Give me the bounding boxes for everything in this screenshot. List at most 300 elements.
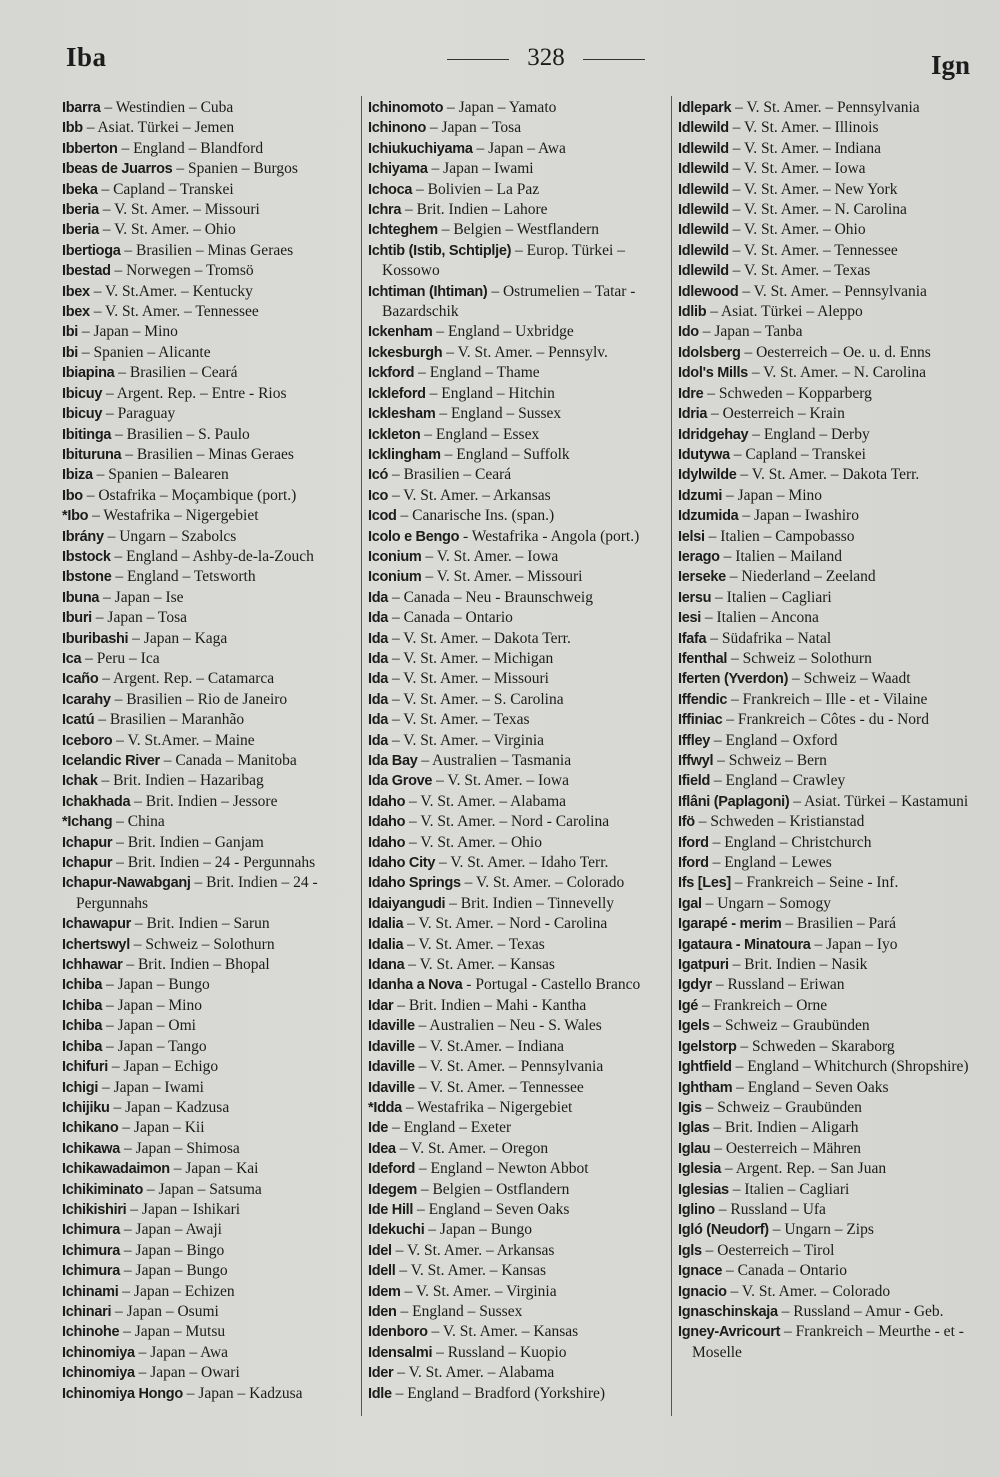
- entry-headword: Ifö: [678, 814, 695, 831]
- entry-location: – Westafrika – Nigergebiet: [88, 507, 259, 525]
- gazetteer-entry: [678, 812, 978, 832]
- gazetteer-entry: [62, 955, 357, 975]
- gazetteer-entry: [678, 955, 978, 975]
- entry-headword: Ibiza: [62, 467, 93, 484]
- entry-headword: Iberia: [62, 202, 99, 219]
- gazetteer-entry: [678, 935, 978, 955]
- entry-headword: Ichikiminato: [62, 1181, 143, 1198]
- gazetteer-entry: [368, 1200, 670, 1220]
- entry-headword: Idenboro: [368, 1324, 428, 1341]
- entry-location: – Westafrika – Nigergebiet: [401, 1098, 573, 1116]
- gazetteer-entry: [678, 404, 978, 424]
- entry-headword: Iglesias: [678, 1181, 729, 1198]
- gazetteer-entry: [678, 1241, 978, 1261]
- gazetteer-entry: [678, 261, 978, 281]
- entry-location: – England – Newton Abbot: [415, 1160, 589, 1178]
- entry-headword: Ichikawadaimon: [62, 1161, 170, 1178]
- entry-headword: Icelandic River: [62, 753, 160, 769]
- gazetteer-entry: [678, 445, 978, 465]
- gazetteer-entry: [678, 465, 978, 485]
- gazetteer-entry: [62, 486, 357, 506]
- gazetteer-entry: [62, 527, 357, 547]
- entry-headword: Ibicuy: [62, 406, 103, 423]
- entry-headword: Ichertswyl: [62, 936, 130, 953]
- entry-headword: Ibestad: [62, 263, 111, 280]
- entry-headword: Idem: [368, 1283, 401, 1300]
- gazetteer-entry: [368, 935, 670, 955]
- entry-headword: Icklingham: [368, 446, 441, 463]
- entry-headword: Idanha a Nova: [368, 977, 463, 994]
- entry-headword: Ichakhada: [62, 793, 131, 810]
- entry-headword: Ibi: [62, 324, 79, 341]
- entry-headword: Ickesburgh: [368, 344, 443, 361]
- entry-location: – Westindien – Cuba: [100, 99, 234, 116]
- gazetteer-entry: [368, 996, 670, 1016]
- entry-headword: Idaville: [368, 1038, 415, 1055]
- gazetteer-entry: [62, 873, 357, 914]
- entry-location: – Italien – Campobasso: [704, 527, 855, 545]
- entry-location: – Ostafrika – Moçambique (port.): [82, 486, 297, 504]
- entry-headword: Ichimura: [62, 1222, 121, 1239]
- entry-location: – V. St. Amer. – Missouri: [388, 670, 549, 688]
- entry-location: – V. St. Amer. – Virginia: [388, 731, 545, 749]
- gazetteer-entry: [62, 690, 357, 710]
- entry-location: – Brasilien – Ceará: [114, 364, 238, 382]
- entry-location: – Canada – Manitoba: [159, 752, 297, 769]
- entry-headword: Idlewild: [678, 161, 729, 178]
- gazetteer-entry: [62, 404, 357, 424]
- gazetteer-entry: [62, 588, 357, 608]
- entry-location: – Brasilien – Rio de Janeiro: [110, 690, 288, 708]
- entry-location: – V. St. Amer. – Missouri: [421, 568, 583, 586]
- entry-location: – Brit. Indien – Tinnevelly: [445, 894, 615, 912]
- gazetteer-entry: [62, 159, 357, 179]
- entry-headword: Ida: [368, 630, 389, 647]
- gazetteer-entry: [62, 180, 357, 200]
- entry-location: – Japan – Awaji: [120, 1221, 222, 1239]
- entry-headword: Ifs [Les]: [678, 875, 731, 892]
- entry-headword: Ierago: [678, 548, 720, 565]
- entry-headword: Ichigi: [62, 1079, 99, 1096]
- gazetteer-entry: [678, 914, 978, 934]
- entry-headword: Iffley: [678, 732, 711, 749]
- entry-headword: Ichikano: [62, 1120, 119, 1137]
- gazetteer-entry: [368, 1322, 670, 1342]
- entry-headword: Ichiukuchiyama: [368, 140, 473, 157]
- entry-headword: Iglau: [678, 1140, 711, 1157]
- gazetteer-entry: [678, 322, 978, 342]
- entry-headword: Idel: [368, 1242, 392, 1259]
- entry-location: – Japan – Bungo: [102, 976, 210, 994]
- gazetteer-entry: [368, 812, 670, 832]
- entry-location: – V. St.Amer. – Indiana: [414, 1037, 565, 1055]
- gazetteer-entry: [368, 139, 670, 159]
- entry-location: – V. St. Amer. – Alabama: [393, 1364, 555, 1382]
- entry-location: – Japan – Kai: [169, 1160, 259, 1178]
- entry-location: – V. St. Amer. – Idaho Terr.: [435, 854, 609, 872]
- entry-location: – Japan – Kadzusa: [182, 1384, 303, 1402]
- gazetteer-entry: [368, 1241, 670, 1261]
- gazetteer-entry: [678, 1057, 978, 1077]
- gazetteer-entry: [368, 1282, 670, 1302]
- gazetteer-entry: [678, 180, 978, 200]
- entry-location: – Brit. Indien – Mahi - Kantha: [393, 996, 587, 1014]
- gazetteer-entry: [62, 1384, 357, 1404]
- entry-location: – V. St. Amer. – Kansas: [404, 956, 555, 974]
- gazetteer-entry: [678, 220, 978, 240]
- entry-location: – Italien – Cagliari: [728, 1180, 850, 1198]
- gazetteer-entry: [368, 588, 670, 608]
- entry-location: – Ungarn – Szabolcs: [103, 527, 237, 545]
- entry-headword: Idzumi: [678, 487, 723, 504]
- gazetteer-entry: [62, 833, 357, 853]
- gazetteer-entry: [62, 567, 357, 587]
- entry-location: – Frankreich – Orne: [698, 996, 828, 1014]
- entry-location: – Asiat. Türkei – Aleppo: [706, 303, 863, 321]
- entry-headword: Idensalmi: [368, 1344, 433, 1361]
- gazetteer-entry: [62, 261, 357, 281]
- entry-headword: Ibicuy: [62, 385, 103, 402]
- entry-headword: *Idda: [368, 1099, 402, 1116]
- entry-location: – Brit. Indien – Sarun: [131, 915, 270, 933]
- gazetteer-entry: [368, 1139, 670, 1159]
- entry-headword: Ibertioga: [62, 242, 121, 259]
- gazetteer-entry: [368, 690, 670, 710]
- entry-location: – England – Seven Oaks: [732, 1078, 889, 1096]
- gazetteer-entry: [678, 1180, 978, 1200]
- gazetteer-entry: [678, 282, 978, 302]
- gazetteer-entry: [62, 200, 357, 220]
- entry-location: – V. St. Amer. – Kansas: [427, 1323, 579, 1341]
- entry-headword: Ide Hill: [368, 1201, 414, 1218]
- entry-headword: Ichinohe: [62, 1324, 120, 1341]
- entry-headword: Ibeka: [62, 181, 98, 198]
- entry-headword: Ida: [368, 610, 389, 627]
- gazetteer-entry: [368, 975, 670, 995]
- entry-location: – Frankreich – Seine - Inf.: [730, 874, 899, 892]
- gazetteer-entry: [62, 322, 357, 342]
- entry-headword: Idekuchi: [368, 1222, 425, 1239]
- entry-location: – V. St. Amer. – Pennsylv.: [442, 343, 608, 361]
- entry-location: – Brit. Indien – Aligarh: [709, 1119, 859, 1137]
- entry-location: – Brit. Indien – Hazaribag: [97, 772, 264, 790]
- gazetteer-entry: [678, 241, 978, 261]
- page-number: 328: [527, 44, 565, 71]
- entry-location: – Japan – Awa: [134, 1343, 229, 1361]
- entry-location: – Oesterreich – Oe. u. d. Enns: [740, 343, 931, 361]
- header-dash-left: [447, 59, 509, 60]
- entry-headword: Iflâni (Paplagoni): [678, 793, 790, 810]
- gazetteer-entry: [62, 669, 357, 689]
- gazetteer-entry: [678, 669, 978, 689]
- gazetteer-entry: [678, 710, 978, 730]
- gazetteer-entry: [62, 241, 357, 261]
- entry-location: – V. St.Amer. – Kentucky: [89, 282, 253, 300]
- gazetteer-entry: [678, 1078, 978, 1098]
- gazetteer-entry: [62, 343, 357, 363]
- gazetteer-entry: [62, 935, 357, 955]
- gazetteer-entry: [62, 792, 357, 812]
- entry-location: – V. St. Amer. – Nord - Carolina: [405, 813, 610, 831]
- entry-location: – Schweiz – Graubünden: [701, 1098, 862, 1116]
- entry-headword: Ichapur: [62, 855, 113, 872]
- entry-headword: Idaiyangudi: [368, 895, 446, 912]
- entry-headword: Iburi: [62, 610, 92, 627]
- entry-location: – England – Christchurch: [708, 833, 872, 851]
- entry-location: – Japan – Iyo: [810, 935, 898, 953]
- entry-location: – Italien – Ancona: [701, 609, 819, 627]
- entry-headword: Ibo: [62, 487, 83, 504]
- entry-headword: Idridgehay: [678, 426, 749, 443]
- entry-headword: Ifafa: [678, 630, 707, 647]
- entry-location: – Japan – Satsuma: [143, 1180, 262, 1198]
- entry-headword: Ichinomiya: [62, 1365, 135, 1382]
- entry-headword: Ibrány: [62, 528, 104, 545]
- gazetteer-entry: [678, 118, 978, 138]
- column-divider: [361, 96, 362, 1416]
- entry-location: – Brit. Indien – 24 - Pergunnahs: [112, 854, 316, 872]
- entry-location: – England – Seven Oaks: [413, 1200, 570, 1218]
- entry-headword: Iferten (Yverdon): [678, 671, 789, 688]
- gazetteer-entry: [678, 1159, 978, 1179]
- entry-location: – Frankreich – Ille - et - Vilaine: [727, 690, 928, 708]
- entry-location: – Argent. Rep. – San Juan: [721, 1160, 887, 1178]
- entry-headword: Ichawapur: [62, 916, 132, 933]
- gazetteer-entry: [62, 506, 357, 526]
- gazetteer-entry: [62, 220, 357, 240]
- entry-location: – Japan – Mino: [78, 323, 178, 341]
- entry-location: – V. St. Amer. – Iowa: [728, 160, 866, 178]
- entry-headword: Ida: [368, 671, 389, 688]
- entry-headword: Igataura - Minatoura: [678, 936, 811, 953]
- entry-location: – Japan – Awa: [472, 139, 566, 157]
- entry-headword: Ichikishiri: [62, 1201, 127, 1218]
- entry-location: – Frankreich – Meurthe - et - Moselle: [692, 1323, 964, 1361]
- entry-headword: Ichapur-Nawabganj: [62, 875, 191, 892]
- entry-headword: Iconium: [368, 569, 422, 586]
- gazetteer-entry: [678, 343, 978, 363]
- entry-location: – Canada – Neu - Braunschweig: [388, 588, 593, 606]
- entry-location: – Russland – Ufa: [714, 1200, 826, 1218]
- gazetteer-entry: [62, 1159, 357, 1179]
- entry-location: – Japan – Tanba: [698, 323, 803, 341]
- entry-headword: Iford: [678, 855, 709, 872]
- entry-headword: Idaho Springs: [368, 875, 461, 892]
- gazetteer-entry: [62, 914, 357, 934]
- entry-location: – Japan – Ishikari: [126, 1200, 241, 1218]
- entry-location: – Italien – Cagliari: [711, 588, 832, 606]
- entry-headword: Ichra: [368, 202, 402, 219]
- entry-location: – Asiat. Türkei – Kastamuni: [789, 792, 969, 810]
- entry-location: – V. St. Amer. – Virginia: [400, 1282, 557, 1300]
- entry-location: – Ostrumelien – Tatar - Bazardschik: [382, 282, 636, 321]
- gazetteer-entry: [678, 1139, 978, 1159]
- entry-headword: Idlewood: [678, 283, 739, 300]
- entry-location: – V. St. Amer. – Colorado: [460, 874, 625, 892]
- entry-location: – V. St. Amer. – Texas: [403, 935, 545, 953]
- entry-location: – Brasilien – S. Paulo: [111, 425, 250, 443]
- entry-headword: Igdyr: [678, 977, 712, 994]
- entry-location: – Brit. Indien – Nasik: [728, 956, 868, 974]
- gazetteer-entry: [368, 425, 670, 445]
- entry-location: – Japan – Omi: [102, 1017, 196, 1035]
- entry-headword: Ichinomiya Hongo: [62, 1385, 183, 1402]
- gazetteer-entry: [62, 1057, 357, 1077]
- entry-headword: Ichinari: [62, 1303, 112, 1320]
- gazetteer-entry: [368, 1384, 670, 1404]
- entry-headword: Ichinomoto: [368, 100, 444, 116]
- entry-location: – Japan – Shimosa: [120, 1139, 240, 1157]
- gazetteer-entry: [678, 527, 978, 547]
- gazetteer-entry: [368, 1363, 670, 1383]
- entry-headword: Igney-Avricourt: [678, 1324, 781, 1341]
- entry-headword: Idlewild: [678, 222, 729, 239]
- entry-headword: Ibuna: [62, 589, 100, 606]
- entry-headword: Ider: [368, 1365, 394, 1382]
- entry-location: – Peru – Ica: [81, 649, 160, 667]
- entry-location: – V. St. Amer. – Arkansas: [391, 1241, 555, 1259]
- entry-location: – England – Crawley: [710, 772, 846, 790]
- entry-headword: Ichiba: [62, 977, 103, 994]
- gazetteer-entry: [368, 1078, 670, 1098]
- entry-location: – V. St. Amer. – Colorado: [726, 1282, 891, 1300]
- gazetteer-entry: [62, 1363, 357, 1383]
- gazetteer-entry: [62, 853, 357, 873]
- entry-location: – Ungarn – Somogy: [701, 894, 831, 912]
- entry-location: – Argent. Rep. – Catamarca: [98, 670, 275, 688]
- gazetteer-entry: [678, 1261, 978, 1281]
- gazetteer-entry: [678, 1098, 978, 1118]
- entry-headword: Ida Bay: [368, 753, 418, 769]
- entry-location: – Oesterreich – Krain: [707, 405, 845, 423]
- gazetteer-entry: [678, 139, 978, 159]
- entry-location: – Belgien – Ostflandern: [416, 1180, 570, 1198]
- gazetteer-entry: [678, 98, 978, 118]
- entry-location: – Südafrika – Natal: [706, 629, 832, 647]
- gazetteer-entry: [368, 445, 670, 465]
- entry-location: – Japan – Mino: [102, 996, 202, 1014]
- entry-location: – V. St. Amer. – Pennsylvania: [738, 282, 927, 300]
- entry-headword: Ibstone: [62, 569, 112, 586]
- entry-location: – Brit. Indien – Bhopal: [122, 956, 270, 974]
- entry-headword: Ibex: [62, 283, 90, 300]
- gazetteer-entry: [62, 1180, 357, 1200]
- entry-location: – Spanien – Alicante: [78, 343, 211, 361]
- entry-headword: Iconium: [368, 548, 422, 565]
- entry-headword: Idar: [368, 997, 394, 1014]
- entry-location: – Canarische Ins. (span.): [396, 507, 555, 525]
- entry-location: – Oesterreich – Tirol: [701, 1241, 835, 1259]
- gazetteer-entry: [62, 771, 357, 791]
- entry-headword: Ida: [368, 712, 389, 729]
- gazetteer-entry: [678, 363, 978, 383]
- gazetteer-entry: [62, 608, 357, 628]
- gazetteer-entry: [368, 527, 670, 547]
- entry-location: – Australien – Neu - S. Wales: [414, 1017, 602, 1035]
- entry-headword: Ichak: [62, 773, 98, 790]
- gazetteer-entry: [62, 139, 357, 159]
- entry-location: – Japan – Kaga: [128, 629, 228, 647]
- gazetteer-entry: [368, 1302, 670, 1322]
- gazetteer-entry: [678, 200, 978, 220]
- entry-headword: Ibi: [62, 344, 79, 361]
- gazetteer-entry: [678, 159, 978, 179]
- entry-location: – Oesterreich – Mähren: [710, 1139, 861, 1157]
- entry-headword: Ibarra: [62, 100, 101, 116]
- entry-location: – V. St. Amer. – Texas: [728, 262, 871, 280]
- entry-headword: Idlewild: [678, 202, 729, 219]
- gazetteer-entry: [678, 302, 978, 322]
- entry-headword: Ibituruna: [62, 446, 122, 463]
- gazetteer-entry: [368, 833, 670, 853]
- entry-headword: Icolo e Bengo: [368, 528, 460, 545]
- entry-headword: Ichiba: [62, 1018, 103, 1035]
- gazetteer-entry: [368, 649, 670, 669]
- entry-location: – Schweiz – Graubünden: [709, 1017, 870, 1035]
- gazetteer-entry: [368, 1220, 670, 1240]
- gazetteer-entry: [368, 159, 670, 179]
- gazetteer-entry: [368, 322, 670, 342]
- entry-headword: Ibex: [62, 304, 90, 321]
- entry-headword: Ichikawa: [62, 1140, 121, 1157]
- header-dash-right: [583, 59, 645, 60]
- entry-headword: Idaville: [368, 1059, 415, 1076]
- gazetteer-entry: [62, 425, 357, 445]
- entry-location: – Brasilien – Ceará: [388, 466, 512, 484]
- entry-headword: Ideford: [368, 1161, 416, 1178]
- entry-location: – Brasilien – Pará: [781, 915, 897, 933]
- gazetteer-entry: [62, 302, 357, 322]
- entry-location: – Brasilien – Minas Geraes: [121, 445, 294, 463]
- gazetteer-entry: [368, 98, 670, 118]
- entry-location: – Spanien – Balearen: [92, 466, 229, 484]
- gazetteer-entry: [678, 486, 978, 506]
- entry-location: – Japan – Bungo: [120, 1262, 228, 1280]
- entry-column-1: [62, 98, 357, 1404]
- entry-location: – V. St. Amer. – Arkansas: [388, 486, 551, 504]
- entry-location: – Japan – Bungo: [424, 1221, 533, 1239]
- gazetteer-entry: [62, 649, 357, 669]
- entry-location: – England – Lewes: [708, 854, 832, 872]
- gazetteer-entry: [678, 690, 978, 710]
- entry-headword: Ichiba: [62, 1038, 103, 1055]
- entry-location: – V. St. Amer. – Iowa: [421, 547, 559, 565]
- entry-headword: Ido: [678, 324, 699, 341]
- entry-headword: Idaho: [368, 814, 406, 831]
- entry-headword: *Ibo: [62, 508, 89, 525]
- gazetteer-entry: [62, 1118, 357, 1138]
- entry-headword: Ibstock: [62, 548, 111, 565]
- gazetteer-entry: [368, 1118, 670, 1138]
- entry-location: – V. St. Amer. – Pennsylvania: [731, 99, 920, 116]
- entry-location: – V. St. Amer. – Nord - Carolina: [403, 915, 608, 933]
- entry-headword: Ibiapina: [62, 365, 115, 382]
- gazetteer-entry: [62, 710, 357, 730]
- gazetteer-entry: [368, 771, 670, 791]
- entry-location: – Schweiz – Solothurn: [727, 649, 872, 667]
- gazetteer-entry: [368, 363, 670, 383]
- entry-headword: Ielsi: [678, 528, 705, 545]
- gazetteer-entry: [368, 282, 670, 323]
- page-number-block: [421, 44, 671, 72]
- entry-headword: Icklesham: [368, 406, 436, 423]
- entry-location: – England – Exeter: [388, 1119, 512, 1137]
- gazetteer-entry: [678, 894, 978, 914]
- entry-location: – Japan – Mino: [722, 486, 823, 504]
- entry-headword: Ide: [368, 1120, 389, 1137]
- entry-location: – Russland – Amur - Geb.: [777, 1302, 944, 1320]
- entry-headword: Ifenthal: [678, 650, 728, 667]
